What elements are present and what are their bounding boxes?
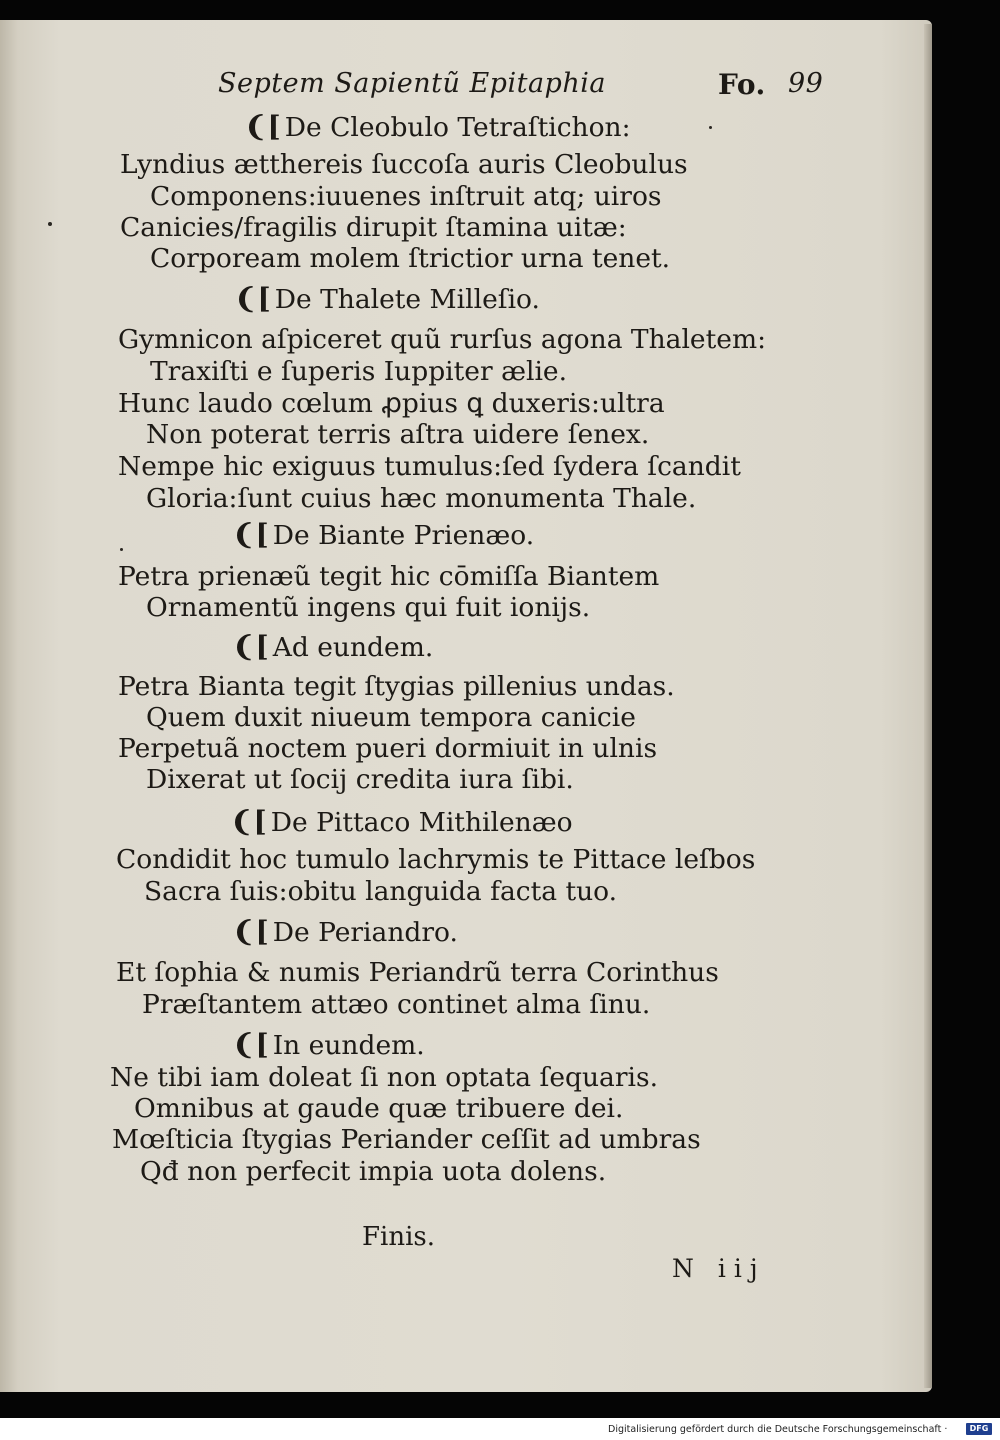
- verse-line: Traxiſti e ſuperis Iuppiter ælie.: [150, 356, 568, 387]
- verse-line: Corpoream molem ſtrictior urna tenet.: [150, 243, 671, 274]
- verse-line: Quem duxit niueum tempora canicie: [146, 702, 636, 733]
- signature-mark: N iij: [672, 1254, 766, 1283]
- verse-line: Perpetuã noctem pueri dormiuit in ulnis: [118, 733, 658, 764]
- verse-line: Dixerat ut ſocij credita iura ſibi.: [146, 764, 574, 795]
- verse-line: Componens:iuuenes inſtruit atq; uiros: [150, 181, 662, 212]
- verse-line: Et ſophia & numis Periandrũ terra Corinthus: [116, 957, 719, 988]
- section-heading: ❨[ Ad eundem.: [232, 630, 434, 663]
- verse-line: Ne tibi iam doleat ſi non optata ſequaris.: [110, 1062, 658, 1093]
- verse-line: Petra Bianta tegit ſtygias pillenius undas.: [118, 671, 675, 702]
- paragraph-mark-icon: ❨[: [244, 110, 281, 143]
- paragraph-mark-icon: ❨[: [232, 518, 269, 551]
- running-title: Septem Sapientũ Epitaphia: [218, 68, 606, 99]
- section-heading: ❨[ In eundem.: [232, 1028, 425, 1061]
- folio-number: 99: [788, 68, 824, 99]
- verse-line: Præſtantem attæo continet alma ſinu.: [142, 989, 651, 1020]
- paragraph-mark-icon: ❨[: [230, 805, 267, 838]
- verse-line: Qđ non perfecit impia uota dolens.: [140, 1156, 607, 1187]
- paragraph-mark-icon: ❨[: [232, 630, 269, 663]
- verse-line: Mœſticia ſtygias Periander ceſſit ad umbras: [112, 1124, 701, 1155]
- verse-line: Hunc laudo cœlum ꝓpius ꝗ duxeris:ultra: [118, 388, 665, 419]
- verse-line: Sacra ſuis:obitu languida facta tuo.: [144, 876, 618, 907]
- paragraph-mark-icon: ❨[: [232, 915, 269, 948]
- page-edge: [924, 24, 932, 1388]
- section-heading: ❨[ De Thalete Milleſio.: [234, 282, 540, 315]
- verse-line: Lyndius ætthereis ſuccoſa auris Cleobulus: [120, 149, 688, 180]
- verse-line: Non poterat terris aſtra uidere ſenex.: [146, 419, 650, 450]
- verse-line: Omnibus at gaude quæ tribuere dei.: [134, 1093, 624, 1124]
- paragraph-mark-icon: ❨[: [232, 1028, 269, 1061]
- section-heading: ❨[ De Cleobulo Tetraſtichon:: [244, 110, 631, 143]
- folio-label: Fo.: [718, 68, 766, 101]
- ink-speck: [709, 126, 712, 129]
- ink-speck: [48, 222, 52, 226]
- verse-line: Petra prienæũ tegit hic cōmiſſa Biantem: [118, 561, 660, 592]
- dfg-logo: DFG: [966, 1423, 992, 1435]
- section-heading: ❨[ De Biante Prienæo.: [232, 518, 535, 551]
- verse-line: Condidit hoc tumulo lachrymis te Pittace leſbos: [116, 844, 756, 875]
- section-heading: ❨[ De Periandro.: [232, 915, 458, 948]
- verse-line: Gloria:ſunt cuius hæc monumenta Thale.: [146, 483, 697, 514]
- verse-line: Canicies/fragilis dirupit ſtamina uitæ:: [120, 212, 627, 243]
- verse-line: Ornamentũ ingens qui fuit ionijs.: [146, 592, 591, 623]
- verse-line: Gymnicon aſpiceret quũ rurſus agona Thaletem:: [118, 324, 767, 355]
- ink-speck: [120, 548, 123, 551]
- paragraph-mark-icon: ❨[: [234, 282, 271, 315]
- digitization-credit: Digitalisierung gefördert durch die Deutsche Forschungsgemeinschaft ·: [608, 1424, 948, 1435]
- section-heading: ❨[ De Pittaco Mithilenæo: [230, 805, 573, 838]
- verse-line: Nempe hic exiguus tumulus:ſed ſydera ſcandit: [118, 451, 741, 482]
- finis-line: Finis.: [362, 1222, 436, 1252]
